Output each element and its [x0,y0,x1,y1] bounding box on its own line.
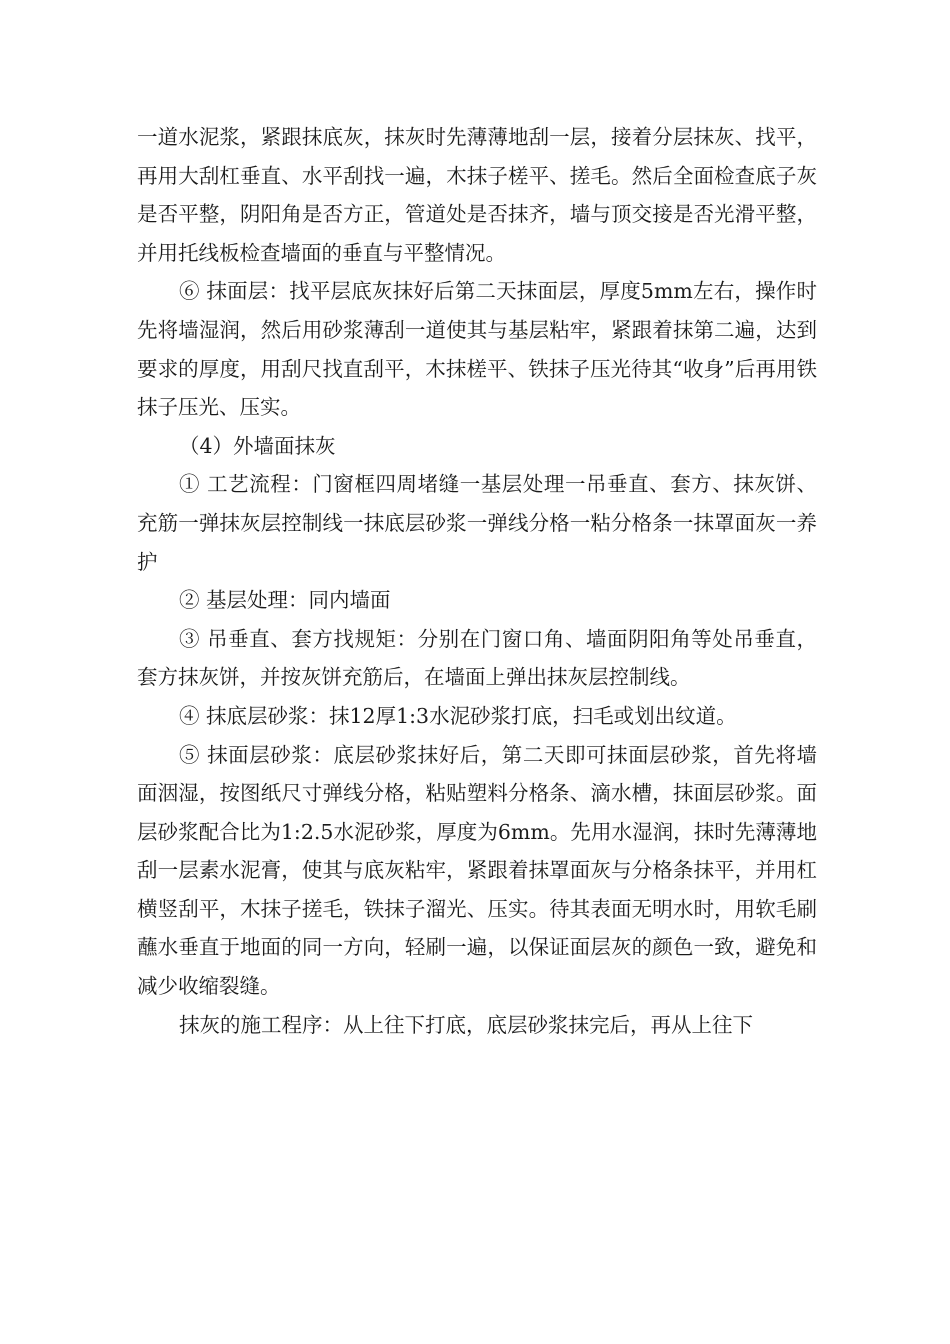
paragraph-step-6-surface-coat: ⑥ 抹面层：找平层底灰抹好后第二天抹面层，厚度5mm左右，操作时先将墙湿润，然后用砂浆薄刮一道使其与基层粘牢，紧跟着抹第二遍，达到要求的厚度，用刮尺找直刮平，木抹槎平、铁抹子压光待其“收身”后再用铁抹子压光、压实。 [137,279,817,420]
paragraph-construction-sequence: 抹灰的施工程序：从上往下打底，底层砂浆抹完后，再从上往下 [179,1012,753,1037]
document-body [137,118,817,1044]
paragraph-base-coat-continuation: 一道水泥浆，紧跟抹底灰，抹灰时先薄薄地刮一层，接着分层抹灰、找平，再用大刮杠垂直、水平刮找一遍，木抹子槎平、搓毛。然后全面检查底子灰是否平整，阴阳角是否方正，管道处是否抹齐，墙与顶交接是否光滑平整，并用托线板检查墙面的垂直与平整情况。 [137,125,817,265]
paragraph-step-1-process-flow: ① 工艺流程：门窗框四周堵缝一基层处理一吊垂直、套方、抹灰饼、充筋一弹抹灰层控制线一抹底层砂浆一弹线分格一粘分格条一抹罩面灰一养护 [137,472,817,574]
paragraph-step-5-surface-mortar: ⑤ 抹面层砂浆：底层砂浆抹好后，第二天即可抹面层砂浆，首先将墙面洇湿，按图纸尺寸弹线分格，粘贴塑料分格条、滴水槽，抹面层砂浆。面层砂浆配合比为1:2.5水泥砂浆，厚度为6mm。先用水湿润，抹时先薄薄地刮一层素水泥膏，使其与底灰粘牢，紧跟着抹罩面灰与分格条抹平，并用杠横竖刮平，木抹子搓毛，铁抹子溜光、压实。待其表面无明水时，用软毛刷蘸水垂直于地面的同一方向，轻刷一遍，以保证面层灰的颜色一致，避免和减少收缩裂缝。 [137,742,817,999]
section-heading-exterior-wall-plastering: （4）外墙面抹灰 [179,433,336,458]
paragraph-step-2-base-treatment: ② 基层处理：同内墙面 [179,588,391,613]
paragraph-step-3-plumb-squaring: ③ 吊垂直、套方找规矩：分别在门窗口角、墙面阴阳角等处吊垂直，套方抹灰饼，并按灰饼充筋后，在墙面上弹出抹灰层控制线。 [137,626,817,690]
paragraph-step-4-base-mortar: ④ 抹底层砂浆：抹12厚1:3水泥砂浆打底，扫毛或划出纹道。 [179,703,737,728]
